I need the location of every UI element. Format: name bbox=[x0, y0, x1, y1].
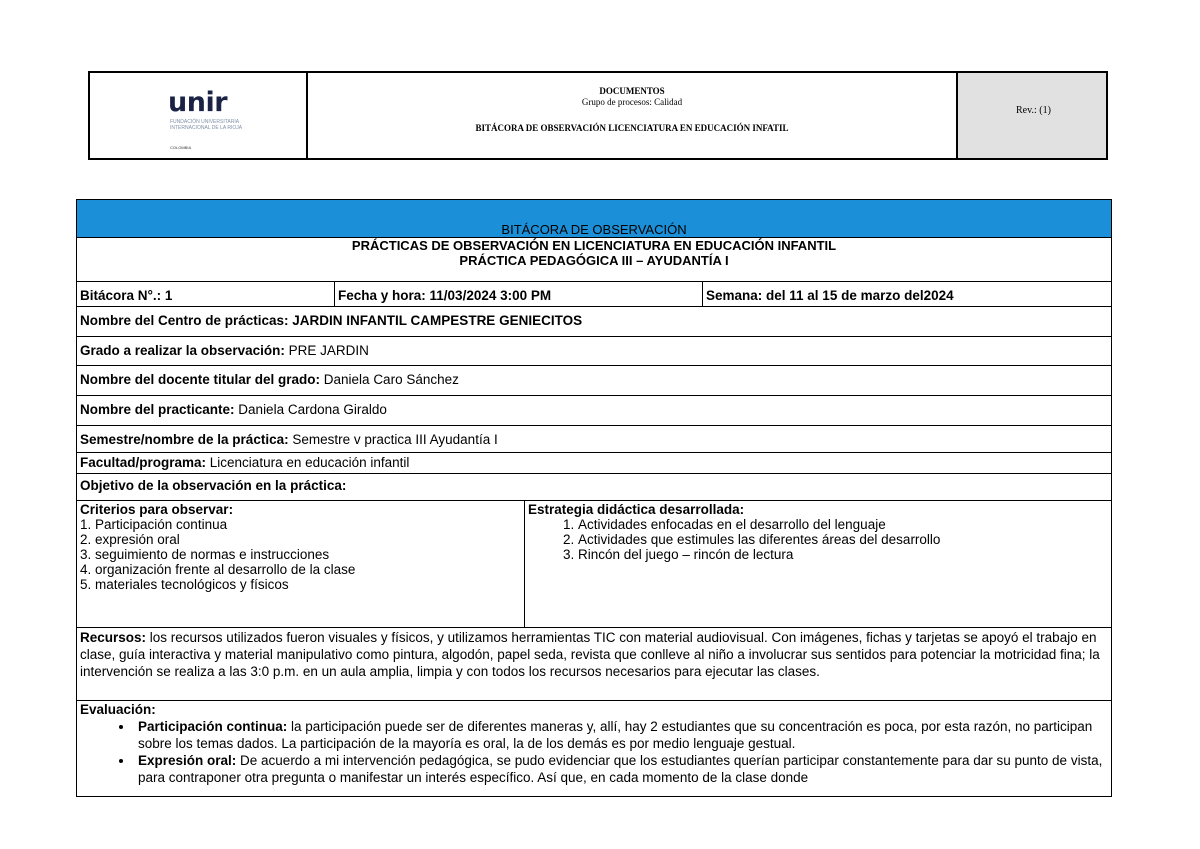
table-banner bbox=[77, 200, 1111, 238]
banner-title: BITÁCORA DE OBSERVACIÓN bbox=[501, 222, 687, 237]
recursos-label: Recursos: bbox=[80, 630, 147, 645]
doc-title: BITÁCORA DE OBSERVACIÓN LICENCIATURA EN EDUCACIÓN INFATIL bbox=[475, 123, 789, 133]
recursos-row bbox=[77, 628, 1111, 701]
docente-row bbox=[77, 366, 1111, 396]
unir-logo: unir bbox=[168, 87, 228, 118]
estrategia-cell bbox=[525, 501, 1111, 627]
grado-row bbox=[77, 337, 1111, 366]
criterio-item: 1. Participación continua bbox=[80, 517, 228, 532]
facultad-value: Licenciatura en educación infantil bbox=[206, 455, 410, 470]
objetivo-label: Objetivo de la observación en la práctica: bbox=[80, 478, 347, 493]
process-group: Grupo de procesos: Calidad bbox=[581, 97, 683, 107]
recursos-value: los recursos utilizados fueron visuales y físicos, y utilizamos herramientas TIC con material audiovisual. Con imágenes, fichas y tarjetas se apoyó el trabajo en clase, guía interactiva y material manipulativo como pintura, algodón, papel seda, revista que conlleve al niño a involucrar sus sentidos para potenciar la motricidad fina; la intervención se realiza a las 3:0 p.m. en un aula amplia, limpia y con todos los recursos necesarios para ejecutar las clases. bbox=[80, 630, 1100, 679]
header-title-cell bbox=[308, 73, 958, 158]
logo-country: COLOMBIA bbox=[170, 145, 192, 150]
semestre-row bbox=[77, 426, 1111, 453]
criterio-item: 3. seguimiento de normas e instrucciones bbox=[80, 547, 330, 562]
criterio-item: 5. materiales tecnológicos y físicos bbox=[80, 577, 289, 592]
logo-subtitle: FUNDACIÓN UNIVERSITARIA INTERNACIONAL DE LA RIOJA bbox=[170, 119, 243, 131]
fecha-hora: Fecha y hora: 11/03/2024 3:00 PM bbox=[335, 282, 703, 306]
docente-value: Daniela Caro Sánchez bbox=[320, 372, 459, 387]
practicante-row bbox=[77, 396, 1111, 426]
practicante-value: Daniela Cardona Giraldo bbox=[234, 402, 387, 417]
revision-cell bbox=[958, 73, 1106, 158]
logo-cell bbox=[90, 73, 308, 158]
estrategia-list bbox=[528, 517, 1108, 562]
eval-item-text: De acuerdo a mi intervención pedagógica, se pudo evidenciar que los estudiantes querían participar constantemente para dar su punto de vista, para contraponer otra pregunta o manifestar un interés específico. Así que, en cada momento de la clase donde bbox=[138, 753, 1103, 785]
estrategia-item: 1. Actividades enfocadas en el desarrollo del lenguaje bbox=[578, 517, 1108, 532]
bitacora-number: Bitácora N°.: 1 bbox=[77, 282, 335, 306]
eval-item-text: la participación puede ser de diferentes maneras y, allí, hay 2 estudiantes que su concentración es poca, por esta razón, no participan sobre los temas dados. La participación de la mayoría es oral, la de los demás es por medio lenguaje gestual. bbox=[138, 719, 1093, 751]
evaluacion-row bbox=[77, 701, 1111, 797]
objetivo-row bbox=[77, 474, 1111, 501]
facultad-row bbox=[77, 453, 1111, 474]
criterios-title: Criterios para observar: bbox=[80, 502, 234, 517]
estrategia-item: 3. Rincón del juego – rincón de lectura bbox=[578, 547, 1108, 562]
facultad-label: Facultad/programa: bbox=[80, 455, 207, 470]
meta-row bbox=[77, 282, 1111, 307]
evaluacion-item bbox=[134, 718, 1108, 752]
semestre-label: Semestre/nombre de la práctica: bbox=[80, 432, 289, 447]
revision-label: Rev.: (1) bbox=[1016, 105, 1051, 116]
doc-label: DOCUMENTOS bbox=[599, 86, 665, 96]
subtitle-line-2: PRÁCTICA PEDAGÓGICA III – AYUDANTÍA I bbox=[459, 253, 729, 268]
criterio-item: 2. expresión oral bbox=[80, 532, 180, 547]
criterio-item: 4. organización frente al desarrollo de la clase bbox=[80, 562, 356, 577]
docente-label: Nombre del docente titular del grado: bbox=[80, 372, 321, 387]
semestre-value: Semestre v practica III Ayudantía I bbox=[288, 432, 498, 447]
eval-item-label: Expresión oral: bbox=[138, 753, 237, 768]
observation-table bbox=[76, 199, 1112, 797]
grado-value: PRE JARDIN bbox=[284, 343, 369, 358]
estrategia-title: Estrategia didáctica desarrollada: bbox=[528, 502, 745, 517]
evaluacion-list bbox=[80, 718, 1108, 786]
centro-row bbox=[77, 307, 1111, 337]
semana: Semana: del 11 al 15 de marzo del2024 bbox=[706, 288, 954, 303]
evaluacion-title: Evaluación: bbox=[80, 702, 156, 717]
estrategia-item: 2. Actividades que estimules las diferentes áreas del desarrollo bbox=[578, 532, 1108, 547]
eval-item-label: Participación continua: bbox=[138, 719, 288, 734]
criterios-cell bbox=[77, 501, 525, 627]
centro-text: Nombre del Centro de prácticas: JARDIN INFANTIL CAMPESTRE GENIECITOS bbox=[80, 313, 583, 328]
criterios-estrategia-row bbox=[77, 501, 1111, 628]
grado-label: Grado a realizar la observación: bbox=[80, 343, 285, 358]
subtitle-line-1: PRÁCTICAS DE OBSERVACIÓN EN LICENCIATURA EN EDUCACIÓN INFANTIL bbox=[351, 238, 837, 253]
document-header bbox=[88, 71, 1108, 160]
evaluacion-item bbox=[134, 752, 1108, 786]
table-subtitle bbox=[77, 238, 1111, 282]
practicante-label: Nombre del practicante: bbox=[80, 402, 235, 417]
